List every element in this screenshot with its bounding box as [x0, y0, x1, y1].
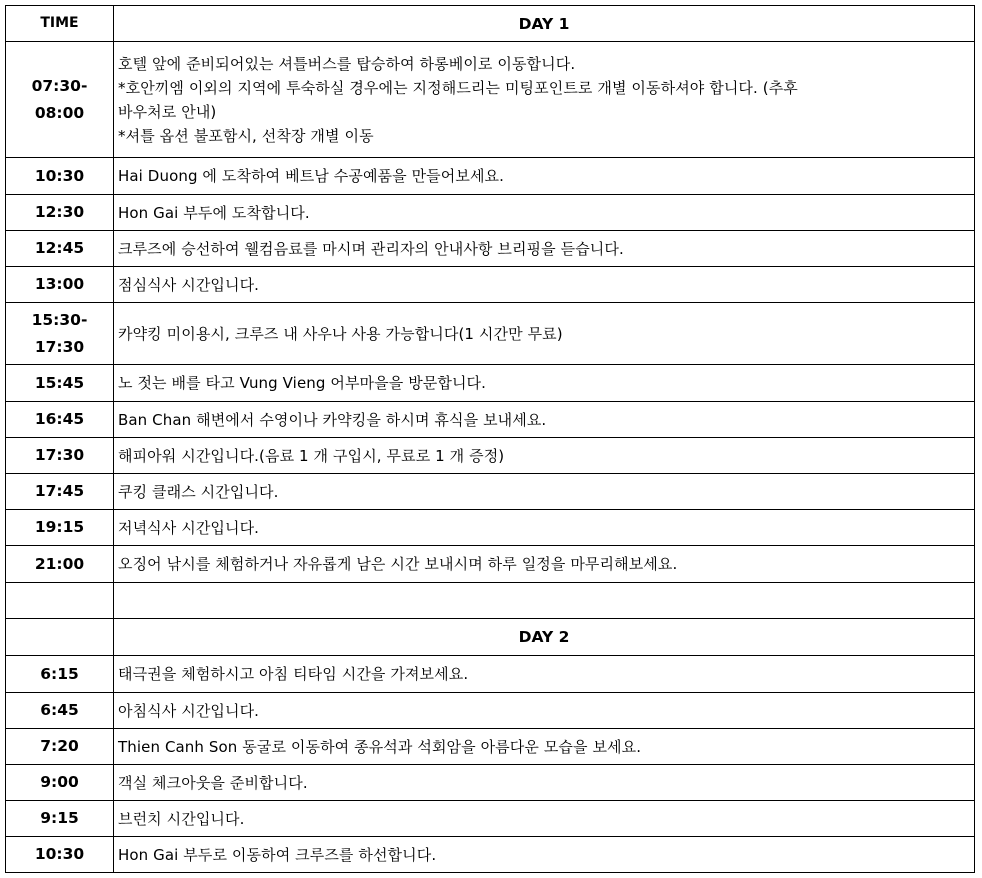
schedule-row — [6, 195, 975, 231]
time-cell — [6, 729, 114, 765]
schedule-row — [6, 402, 975, 438]
description-line: 노 젓는 배를 타고 Vung Vieng 어부마을을 방문합니다. — [118, 374, 487, 392]
time-text: 12:30 — [34, 203, 85, 221]
activity-description — [114, 42, 975, 158]
description-line: 바우처로 안내) — [118, 102, 217, 121]
schedule-row — [6, 656, 975, 693]
time-text: 17:30 — [34, 446, 85, 464]
schedule-row — [6, 837, 975, 873]
schedule-row — [6, 510, 975, 546]
description-line: 태극권을 체험하시고 아침 티타임 시간을 가져보세요. — [118, 665, 469, 683]
activity-description — [114, 765, 975, 801]
time-text: 6:15 — [40, 664, 79, 683]
activity-description — [114, 231, 975, 267]
itinerary-body — [6, 6, 975, 873]
description-line: Hon Gai 부두에 도착합니다. — [118, 203, 310, 222]
activity-description — [114, 837, 975, 873]
time-cell — [6, 158, 114, 195]
schedule-row — [6, 801, 975, 837]
itinerary-table — [5, 5, 975, 873]
time-cell — [6, 438, 114, 474]
activity-description — [114, 195, 975, 231]
time-cell — [6, 801, 114, 837]
schedule-row — [6, 438, 975, 474]
time-cell — [6, 765, 114, 801]
time-text: 12:45 — [34, 239, 85, 257]
schedule-row — [6, 158, 975, 195]
time-cell — [6, 474, 114, 510]
description-line: 아침식사 시간입니다. — [118, 701, 260, 720]
time-text: 16:45 — [34, 410, 85, 428]
description-line: *셔틀 옵션 불포함시, 선착장 개별 이동 — [118, 126, 374, 145]
activity-description — [114, 158, 975, 195]
description-line: 저녁식사 시간입니다. — [118, 518, 260, 537]
activity-description — [114, 510, 975, 546]
schedule-row — [6, 365, 975, 402]
time-cell — [6, 195, 114, 231]
description-line: 점심식사 시간입니다. — [118, 275, 260, 294]
schedule-row — [6, 474, 975, 510]
description-line: Hon Gai 부두로 이동하여 크루즈를 하선합니다. — [118, 845, 437, 864]
time-cell — [6, 267, 114, 303]
time-cell — [6, 656, 114, 693]
time-text: 07:30- — [31, 76, 88, 95]
description-line: 카약킹 미이용시, 크루즈 내 사우나 사용 가능합니다(1 시간만 무료) — [118, 324, 563, 343]
header-row-day2 — [6, 619, 975, 656]
time-cell — [6, 402, 114, 438]
schedule-row — [6, 267, 975, 303]
time-cell — [6, 546, 114, 583]
activity-description — [114, 402, 975, 438]
schedule-row — [6, 729, 975, 765]
time-cell — [6, 231, 114, 267]
time-cell — [6, 510, 114, 546]
description-line: Thien Canh Son 동굴로 이동하여 종유석과 석회암을 아름다운 모습을 보세요. — [118, 737, 642, 756]
description-line: 오징어 낚시를 체험하거나 자유롭게 남은 시간 보내시며 하루 일정을 마무리해보세요. — [118, 555, 678, 573]
time-text: 15:45 — [34, 373, 85, 392]
description-line: 객실 체크아웃을 준비합니다. — [118, 773, 308, 792]
activity-description — [114, 365, 975, 402]
time-text: 13:00 — [34, 275, 85, 293]
time-text: 6:45 — [40, 701, 79, 719]
activity-description — [114, 438, 975, 474]
time-text: 9:15 — [40, 809, 79, 827]
description-line: 해피아워 시간입니다.(음료 1 개 구입시, 무료로 1 개 증정) — [118, 446, 505, 465]
time-text: 21:00 — [34, 554, 85, 573]
description-line: 크루즈에 승선하여 웰컴음료를 마시며 관리자의 안내사항 브리핑을 듣습니다. — [118, 239, 624, 258]
activity-description — [114, 267, 975, 303]
schedule-row — [6, 765, 975, 801]
description-line: *호안끼엠 이외의 지역에 투숙하실 경우에는 지정해드리는 미팅포인트로 개별 이동하셔야 합니다. (추후 — [118, 78, 798, 97]
day2-header: DAY 2 — [114, 619, 975, 656]
activity-description — [114, 729, 975, 765]
time-cell — [6, 693, 114, 729]
time-text: 7:20 — [40, 737, 79, 755]
empty-cell — [114, 583, 975, 619]
activity-description — [114, 801, 975, 837]
description-line: Hai Duong 에 도착하여 베트남 수공예품을 만들어보세요. — [118, 167, 504, 185]
day1-header: DAY 1 — [114, 6, 975, 42]
time-text: 17:30 — [34, 337, 85, 356]
schedule-row — [6, 693, 975, 729]
time-column-header: TIME — [6, 6, 114, 42]
activity-description — [114, 546, 975, 583]
description-line: 호텔 앞에 준비되어있는 셔틀버스를 탑승하여 하롱베이로 이동합니다. — [118, 54, 576, 73]
time-text: 17:45 — [34, 482, 85, 500]
schedule-row — [6, 42, 975, 158]
blank-separator-row — [6, 583, 975, 619]
schedule-row — [6, 231, 975, 267]
time-cell — [6, 837, 114, 873]
description-line: 브런치 시간입니다. — [118, 809, 245, 828]
empty-cell — [6, 583, 114, 619]
activity-description — [114, 656, 975, 693]
time-text: 10:30 — [34, 166, 85, 185]
time-text: 10:30 — [34, 845, 85, 863]
time-text: 19:15 — [34, 518, 85, 536]
time-text: 15:30- — [31, 310, 88, 329]
description-line: Ban Chan 해변에서 수영이나 카약킹을 하시며 휴식을 보내세요. — [118, 410, 547, 429]
description-line: 쿠킹 클래스 시간입니다. — [118, 482, 279, 501]
schedule-row — [6, 546, 975, 583]
activity-description — [114, 693, 975, 729]
schedule-row — [6, 303, 975, 365]
time-text: 08:00 — [34, 103, 85, 122]
time-cell — [6, 365, 114, 402]
time-cell — [6, 303, 114, 365]
time-cell — [6, 42, 114, 158]
header-row-day1 — [6, 6, 975, 42]
time-text: 9:00 — [40, 773, 79, 791]
activity-description — [114, 474, 975, 510]
empty-cell — [6, 619, 114, 656]
activity-description — [114, 303, 975, 365]
